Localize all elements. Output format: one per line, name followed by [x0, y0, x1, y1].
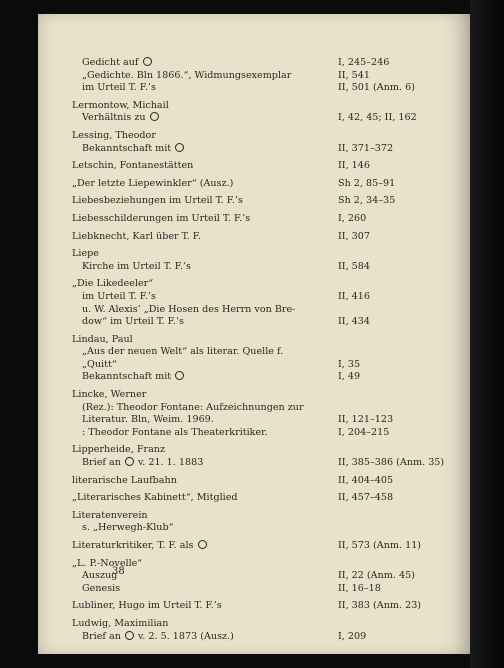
- entry-text: Literaturkritiker, T. F. als: [72, 540, 208, 553]
- entry-reference: I, 260: [338, 212, 367, 224]
- entry-text: Brief an v. 2. 5. 1873 (Ausz.): [82, 630, 234, 642]
- entry-line: [72, 618, 452, 631]
- circle-symbol-icon: [175, 143, 184, 152]
- entry-reference: I, 204–215: [338, 426, 390, 438]
- entry-line: [72, 130, 452, 143]
- entry-line: [72, 522, 452, 535]
- index-entry: [72, 334, 452, 384]
- entry-text: Gedicht auf: [82, 57, 153, 70]
- entry-text: im Urteil T. F.’s: [82, 290, 156, 302]
- entry-text: Liebknecht, Karl über T. F.: [72, 230, 201, 242]
- entry-reference: II, 121–123: [338, 414, 394, 426]
- entry-line: [72, 444, 452, 457]
- entry-text: Lessing, Theodor: [72, 129, 156, 141]
- entry-line: [72, 457, 452, 470]
- entry-line: [72, 402, 452, 415]
- index-entry: [72, 389, 452, 439]
- entry-text: Lermontow, Michail: [72, 99, 169, 111]
- entry-reference: II, 416: [338, 290, 370, 302]
- entry-reference: II, 457–458: [338, 492, 394, 504]
- entry-line: [72, 278, 452, 291]
- entry-text: Ludwig, Maximilian: [72, 617, 169, 629]
- entry-text: Literatur. Bln, Weim. 1969.: [82, 414, 214, 426]
- entry-line: [72, 100, 452, 113]
- entry-line: [72, 213, 452, 226]
- entry-reference: II, 385–386 (Anm. 35): [338, 457, 445, 469]
- entry-reference: II, 501 (Anm. 6): [338, 82, 415, 94]
- entry-line: [72, 178, 452, 191]
- entry-line: [72, 570, 452, 583]
- entry-reference: I, 42, 45; II, 162: [338, 112, 417, 124]
- entry-text: u. W. Alexis’ „Die Hosen des Herrn von Bre-: [82, 303, 296, 315]
- entry-text: Literatenverein: [72, 509, 148, 521]
- entry-reference: II, 573 (Anm. 11): [338, 540, 422, 551]
- entry-line: [72, 475, 452, 488]
- entry-reference: I, 245–246: [338, 57, 390, 68]
- entry-line: [72, 248, 452, 261]
- index-entry: [72, 278, 452, 328]
- index-entry: [72, 475, 452, 488]
- entry-reference: II, 584: [338, 260, 370, 272]
- entry-line: [72, 143, 452, 156]
- entry-reference: II, 383 (Anm. 23): [338, 600, 422, 612]
- entry-text: „Gedichte. Bln 1866.“, Widmungsexemplar: [82, 69, 292, 81]
- circle-symbol-icon: [125, 631, 134, 640]
- entry-line: [72, 112, 452, 125]
- entry-line: [72, 558, 452, 571]
- entry-text: s. „Herwegh-Klub“: [82, 522, 174, 534]
- entry-text: „Literarisches Kabinett“, Mitglied: [72, 492, 238, 504]
- index-entry: [72, 213, 452, 226]
- entry-line: [72, 510, 452, 523]
- entry-text: Liebesschilderungen im Urteil T. F.’s: [72, 212, 251, 224]
- entry-line: [72, 195, 452, 208]
- entry-line: [72, 631, 452, 644]
- entry-line: [72, 600, 452, 613]
- entry-text: „Die Likedeeler“: [72, 278, 154, 290]
- entry-text: Lindau, Paul: [72, 333, 133, 345]
- entry-line: [72, 57, 452, 70]
- entry-line: [72, 359, 452, 372]
- entry-text: Lubliner, Hugo im Urteil T. F.’s: [72, 600, 222, 612]
- entry-line: [72, 82, 452, 95]
- entry-line: [72, 70, 452, 83]
- index-entry: [72, 540, 452, 553]
- index-entry: [72, 130, 452, 155]
- entry-text: : Theodor Fontane als Theaterkritiker.: [82, 426, 268, 438]
- entry-text: „Quitt“: [82, 358, 117, 370]
- entry-reference: II, 146: [338, 160, 370, 172]
- index-entry: [72, 100, 452, 125]
- entry-reference: I, 209: [338, 630, 367, 642]
- entry-line: [72, 261, 452, 274]
- entry-text: dow“ im Urteil T. F.’s: [82, 316, 184, 328]
- entry-text: Auszug: [82, 570, 118, 582]
- entry-line: [72, 492, 452, 505]
- index-entry: [72, 160, 452, 173]
- circle-symbol-icon: [175, 371, 184, 380]
- entry-line: [72, 334, 452, 347]
- entry-text: „Aus der neuen Welt“ als literar. Quelle f.: [82, 346, 284, 358]
- entry-text: Brief an v. 21. 1. 1883: [82, 457, 204, 469]
- index-entry: [72, 510, 452, 535]
- entry-line: [72, 414, 452, 427]
- entry-text: (Rez.): Theodor Fontane: Aufzeichnungen zur: [82, 401, 304, 413]
- index-entry: [72, 231, 452, 244]
- book-spine: [470, 0, 504, 668]
- entry-text: Lincke, Werner: [72, 389, 147, 401]
- index-entry: [72, 600, 452, 613]
- circle-symbol-icon: [143, 57, 152, 66]
- entry-reference: II, 307: [338, 230, 370, 242]
- entry-text: Bekanntschaft mit: [82, 143, 185, 156]
- entry-reference: I, 35: [338, 358, 361, 370]
- circle-symbol-icon: [150, 112, 159, 121]
- entry-text: Lipperheide, Franz: [72, 444, 166, 456]
- entry-reference: I, 49: [338, 371, 361, 383]
- index-entry: [72, 57, 452, 95]
- index-entry: [72, 195, 452, 208]
- entry-line: [72, 540, 452, 553]
- entry-text: Liepe: [72, 248, 99, 260]
- index-entry: [72, 178, 452, 191]
- entry-line: [72, 346, 452, 359]
- index-entry: [72, 558, 452, 596]
- index-entry: [72, 492, 452, 505]
- entry-text: Genesis: [82, 582, 121, 594]
- page-number: 38: [112, 566, 125, 577]
- entry-reference: II, 404–405: [338, 474, 394, 486]
- entry-text: Verhältnis zu: [82, 112, 160, 125]
- circle-symbol-icon: [125, 457, 134, 466]
- index-entries: [72, 57, 452, 648]
- entry-reference: Sh 2, 85–91: [338, 177, 396, 189]
- entry-text: Bekanntschaft mit: [82, 371, 185, 384]
- entry-text: literarische Laufbahn: [72, 474, 177, 486]
- entry-line: [72, 304, 452, 317]
- entry-reference: II, 22 (Anm. 45): [338, 570, 415, 582]
- entry-reference: II, 541: [338, 69, 370, 81]
- entry-line: [72, 583, 452, 596]
- entry-reference: II, 434: [338, 316, 370, 328]
- entry-text: Kirche im Urteil T. F.’s: [82, 260, 191, 272]
- entry-line: [72, 231, 452, 244]
- entry-reference: II, 371–372: [338, 142, 394, 154]
- index-entry: [72, 618, 452, 643]
- entry-line: [72, 316, 452, 329]
- entry-line: [72, 389, 452, 402]
- entry-line: [72, 371, 452, 384]
- index-entry: [72, 444, 452, 469]
- entry-text: Letschin, Fontanestätten: [72, 160, 194, 172]
- entry-line: [72, 427, 452, 440]
- entry-line: [72, 160, 452, 173]
- entry-text: „L. P.-Novelle“: [72, 557, 143, 569]
- entry-text: „Der letzte Liepewinkler“ (Ausz.): [72, 177, 234, 189]
- index-entry: [72, 248, 452, 273]
- entry-reference: Sh 2, 34–35: [338, 195, 396, 207]
- entry-line: [72, 291, 452, 304]
- entry-text: im Urteil T. F.’s: [82, 82, 156, 94]
- circle-symbol-icon: [198, 540, 207, 549]
- entry-reference: II, 16–18: [338, 582, 381, 594]
- entry-text: Liebesbeziehungen im Urteil T. F.’s: [72, 195, 243, 207]
